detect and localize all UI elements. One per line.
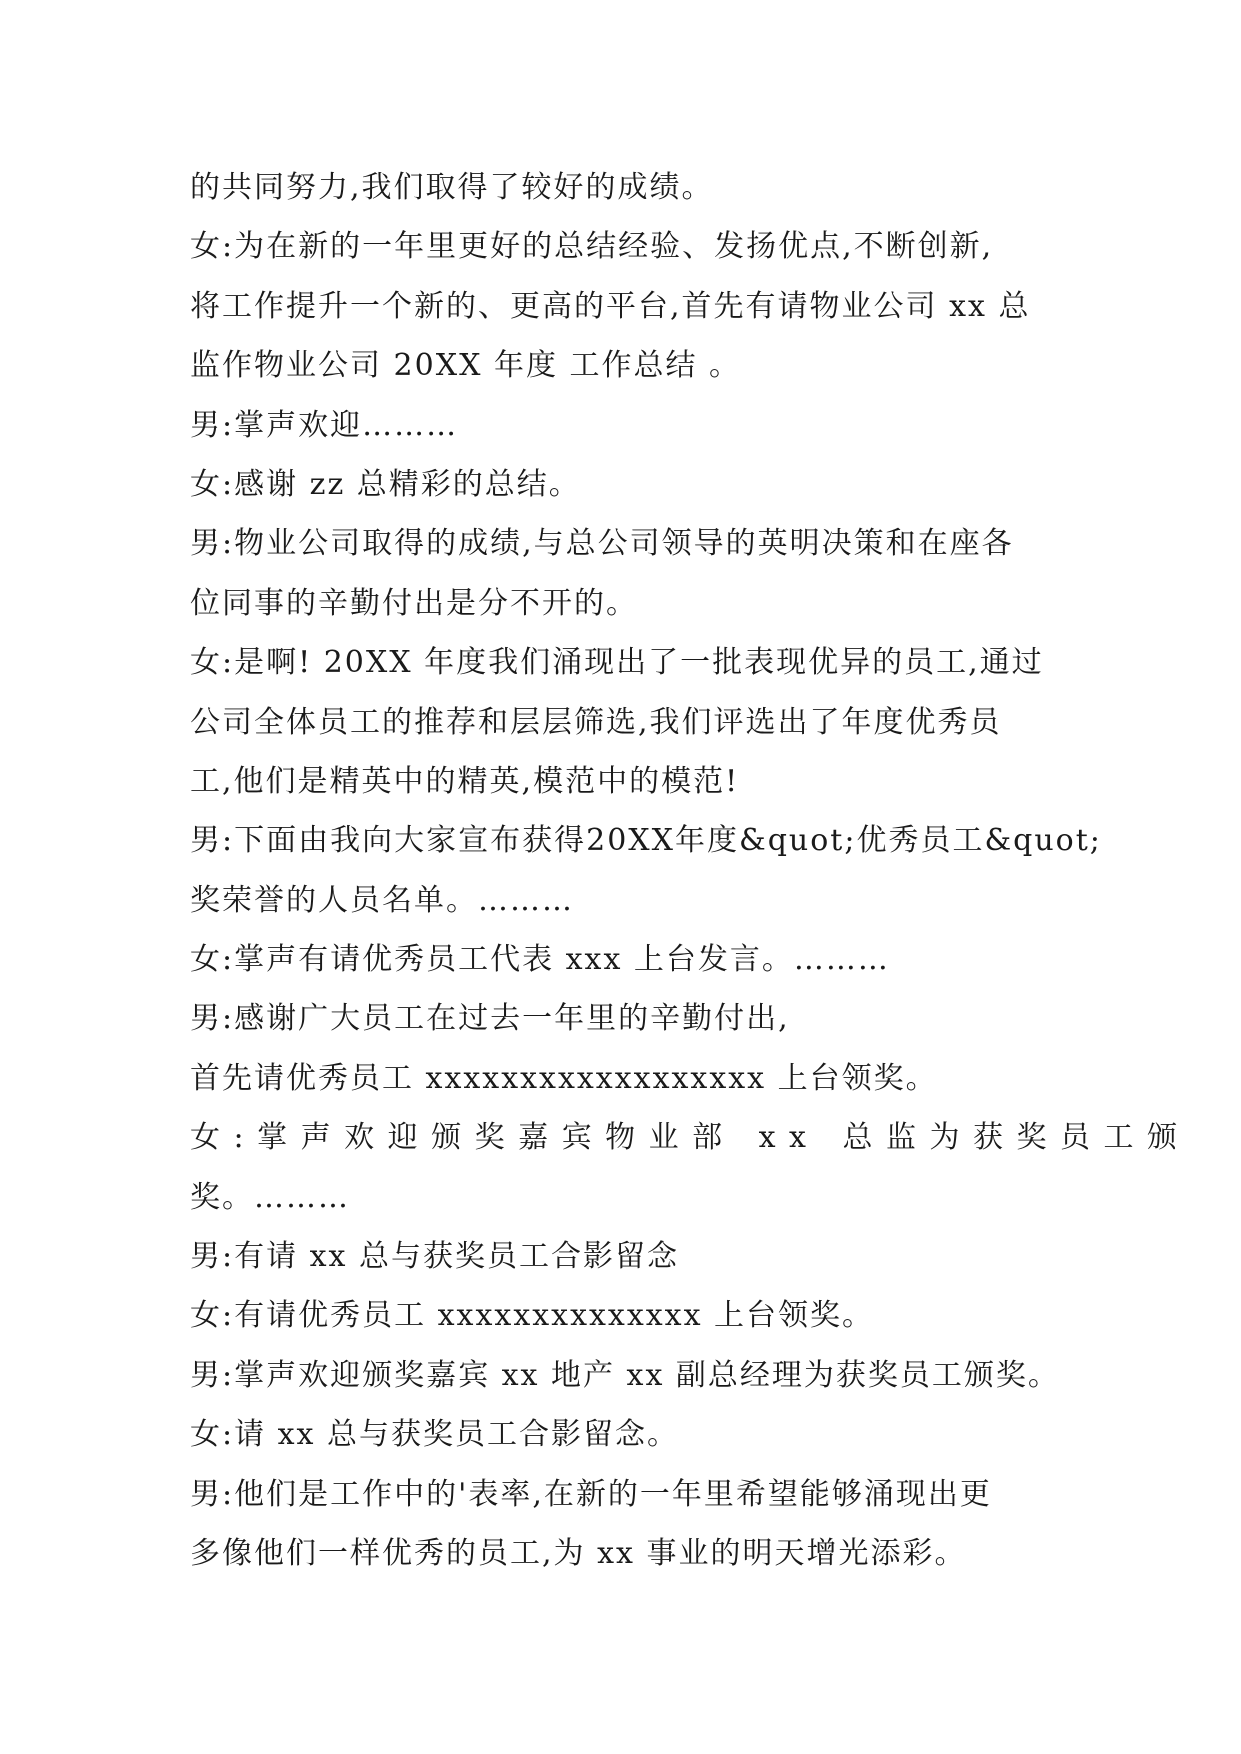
text-line: 位同事的辛勤付出是分不开的。 [190,585,638,621]
text-line: 男:有请 xx 总与获奖员工合影留念 [190,1239,680,1275]
text-line: 的共同努力,我们取得了较好的成绩。 [190,170,714,205]
text-line: 奖。……… [190,1179,350,1215]
text-line: 工,他们是精英中的精英,模范中的模范! [190,763,740,799]
text-line: 女:有请优秀员工 xxxxxxxxxxxxxx 上台领奖。 [190,1298,875,1334]
text-line: 多像他们一样优秀的员工,为 xx 事业的明天增光添彩。 [190,1535,967,1571]
text-line: 首先请优秀员工 xxxxxxxxxxxxxxxxxx 上台领奖。 [190,1060,938,1096]
text-line: 监作物业公司 20XX 年度 工作总结 。 [190,348,742,384]
text-line: 女:为在新的一年里更好的总结经验、发扬优点,不断创新, [190,229,994,265]
text-line: 男:掌声欢迎……… [190,407,459,443]
text-line: 女:是啊! 20XX 年度我们涌现出了一批表现优异的员工,通过 [190,645,1044,681]
text-line: 男:掌声欢迎颁奖嘉宾 xx 地产 xx 副总经理为获奖员工颁奖。 [190,1357,1060,1393]
text-line: 将工作提升一个新的、更高的平台,首先有请物业公司 xx 总 [190,288,1031,324]
text-line: 男:下面由我向大家宣布获得20XX年度&quot;优秀员工&quot; [190,823,1102,859]
text-line: 公司全体员工的推荐和层层筛选,我们评选出了年度优秀员 [190,704,1002,740]
text-line: 男:物业公司取得的成绩,与总公司领导的英明决策和在座各 [190,526,1014,562]
document-body [190,158,1191,1583]
text-line: 奖荣誉的人员名单。……… [190,882,574,918]
text-line: 男:他们是工作中的'表率,在新的一年里希望能够涌现出更 [190,1476,992,1512]
text-line: 女:掌声有请优秀员工代表 xxx 上台发言。……… [190,942,890,978]
text-line: 女:请 xx 总与获奖员工合影留念。 [190,1417,680,1453]
text-line: 男:感谢广大员工在过去一年里的辛勤付出, [190,1001,790,1037]
text-line: 女:掌声欢迎颁奖嘉宾物业部 xx 总监为获奖员工颁 [190,1120,1191,1156]
text-line: 女:感谢 zz 总精彩的总结。 [190,466,581,502]
